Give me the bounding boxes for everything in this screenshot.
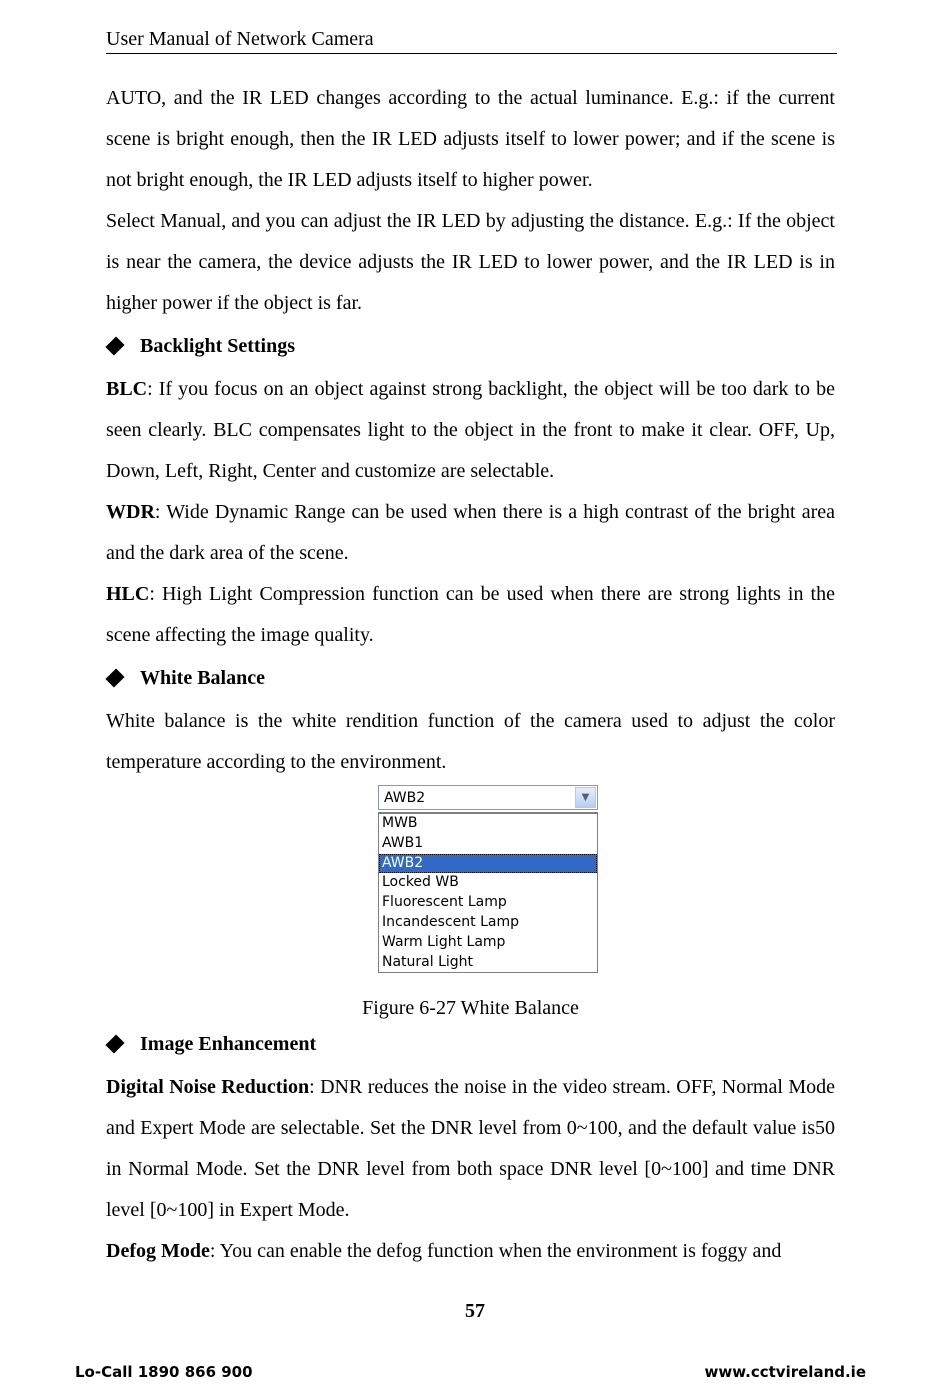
paragraph-blc <box>106 369 835 492</box>
heading-image-enhancement <box>106 1031 835 1057</box>
heading-text: White Balance <box>140 667 265 689</box>
diamond-bullet-icon <box>105 1034 124 1053</box>
paragraph-wdr <box>106 492 835 574</box>
term-wdr: WDR <box>106 501 155 523</box>
text-hlc: : High Light Compression function can be used when there are strong lights in the scene affecting the image quality. <box>106 583 835 646</box>
chevron-down-icon[interactable]: ▼ <box>575 787 596 808</box>
paragraph-white-balance: White balance is the white rendition function of the camera used to adjust the color temperature according to the environment. <box>106 710 835 773</box>
text-wdr: : Wide Dynamic Range can be used when there is a high contrast of the bright area and the dark area of the scene. <box>106 501 835 564</box>
paragraph-ir-auto: AUTO, and the IR LED changes according to the actual luminance. E.g.: if the current scene is bright enough, then the IR LED adjusts itself to lower power; and if the scene is not bright enough, the IR LED adjusts itself to higher power. <box>106 87 835 191</box>
option-warm-light-lamp[interactable]: Warm Light Lamp <box>382 933 506 950</box>
heading-text: Backlight Settings <box>140 335 296 357</box>
option-awb1[interactable]: AWB1 <box>382 834 424 851</box>
diamond-bullet-icon <box>105 668 124 687</box>
paragraph-dnr <box>106 1067 835 1231</box>
option-awb2[interactable]: AWB2 <box>379 854 597 874</box>
page-number: 57 <box>465 1300 485 1322</box>
term-defog: Defog Mode <box>106 1240 210 1262</box>
heading-text: Image Enhancement <box>140 1033 317 1055</box>
option-natural-light[interactable]: Natural Light <box>382 953 474 970</box>
option-locked-wb[interactable]: Locked WB <box>382 874 459 891</box>
figure-white-balance <box>106 785 835 995</box>
figure-caption: Figure 6-27 White Balance <box>362 997 579 1019</box>
heading-white-balance <box>106 665 835 691</box>
option-incandescent-lamp[interactable]: Incandescent Lamp <box>382 913 519 930</box>
white-balance-options-list <box>378 812 598 973</box>
footer-phone: Lo-Call 1890 866 900 <box>75 1363 253 1381</box>
text-defog: : You can enable the defog function when the environment is foggy and <box>209 1240 782 1262</box>
heading-backlight-settings <box>106 333 835 359</box>
term-hlc: HLC <box>106 583 150 605</box>
option-fluorescent-lamp[interactable]: Fluorescent Lamp <box>382 894 507 911</box>
term-blc: BLC <box>106 378 148 400</box>
footer-website: www.cctvireland.ie <box>704 1363 866 1381</box>
paragraph-ir-manual: Select Manual, and you can adjust the IR LED by adjusting the distance. E.g.: If the object is near the camera, the device adjusts the IR LED to lower power, and the IR LED is in higher power if the object is far. <box>106 210 835 314</box>
diamond-bullet-icon <box>105 336 124 355</box>
paragraph-hlc <box>106 574 835 656</box>
term-dnr: Digital Noise Reduction <box>106 1076 310 1098</box>
page-content <box>106 78 835 1272</box>
select-value: AWB2 <box>384 790 426 806</box>
text-blc: : If you focus on an object against strong backlight, the object will be too dark to be seen clearly. BLC compensates light to the object in the front to make it clear. OFF, Up, Down, Left, Right, Center and customize are selectable. <box>106 378 835 482</box>
paragraph-defog <box>106 1231 835 1272</box>
option-mwb[interactable]: MWB <box>382 815 418 831</box>
page-header: User Manual of Network Camera <box>106 26 837 54</box>
white-balance-dropdown <box>378 785 598 973</box>
text-dnr: : DNR reduces the noise in the video stream. OFF, Normal Mode and Expert Mode are selectable. Set the DNR level from 0~100, and the default value is50 in Normal Mode. Set the DNR level from both space DNR level [0~100] and time DNR level [0~100] in Expert Mode. <box>106 1076 835 1221</box>
white-balance-select[interactable] <box>378 785 598 810</box>
